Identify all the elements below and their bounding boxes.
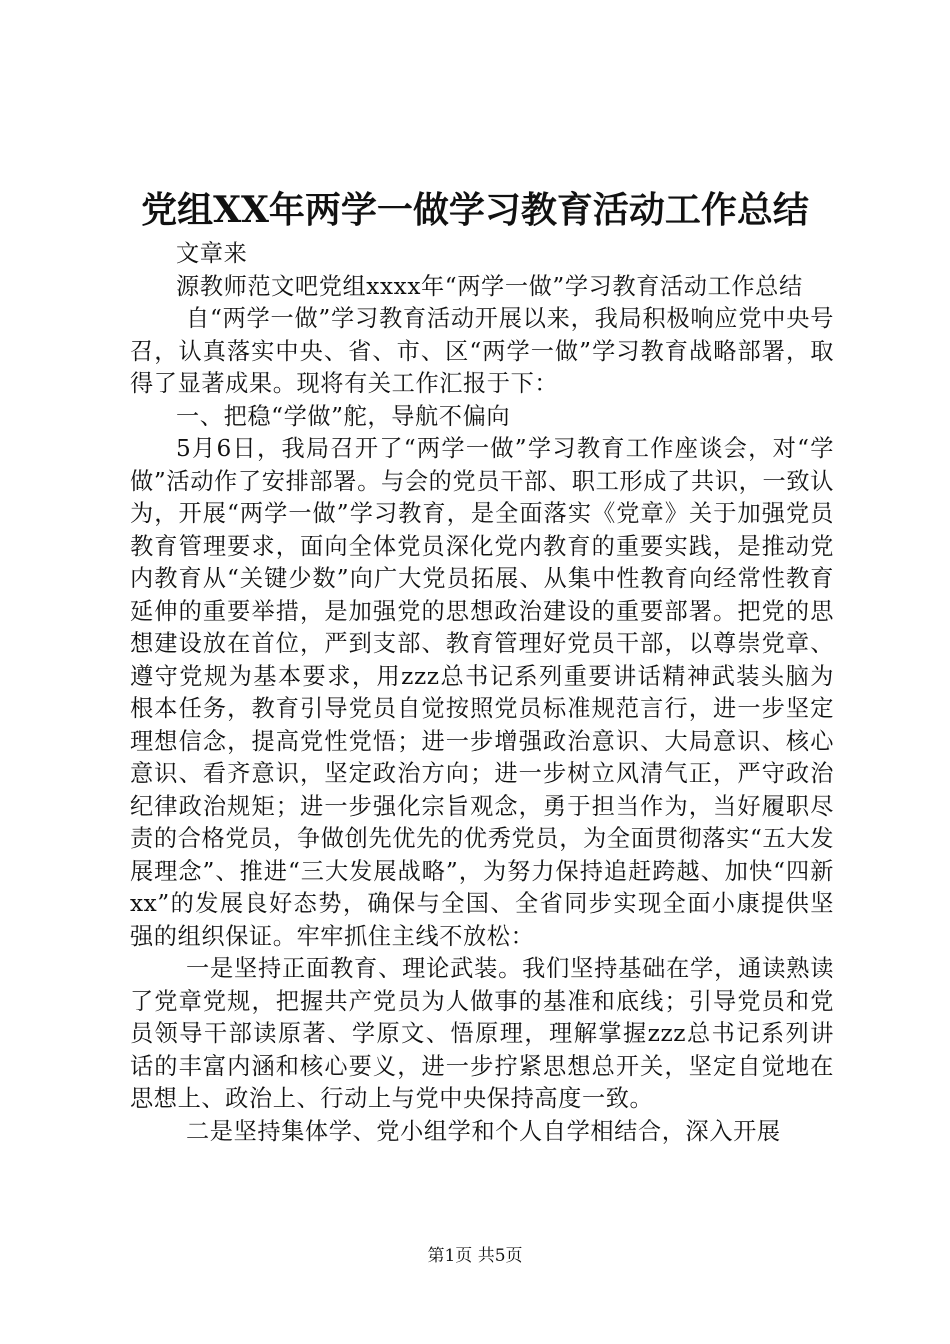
document-body [130, 238, 834, 1148]
page-footer: 第1页 共5页 [427, 1246, 523, 1266]
section-heading-1: 一、把稳“学做”舵，导航不偏向 [176, 402, 511, 430]
point-one-paragraph: 一是坚持正面教育、理论武装。我们坚持基础在学，通读熟读了党章党规，把握共产党员为人做事的基准和底线；引导党员和党员领导干部读原著、学原文、悟原理，理解掌握zzz总书记系列讲话的丰富内涵和核心要义，进一步拧紧思想总开关，坚定自觉地在思想上、政治上、行动上与党中央保持高度一致。 [130, 955, 834, 1112]
document-title: 党组XX年两学一做学习教育活动工作总结 [141, 189, 809, 231]
intro-paragraph: 自“两学一做”学习教育活动开展以来，我局积极响应党中央号召，认真落实中央、省、市、区“两学一做”学习教育战略部署，取得了显著成果。现将有关工作汇报于下： [130, 305, 834, 397]
meeting-paragraph: 5月6日，我局召开了“两学一做”学习教育工作座谈会，对“学做”活动作了安排部署。与会的党员干部、职工形成了共识，一致认为，开展“两学一做”学习教育，是全面落实《党章》关于加强党员教育管理要求，面向全体党员深化党内教育的重要实践，是推动党内教育从“关键少数”向广大党员拓展、从集中性教育向经常性教育延伸的重要举措，是加强党的思想政治建设的重要部署。把党的思想建设放在首位，严到支部、教育管理好党员干部，以尊崇党章、遵守党规为基本要求，用zzz总书记系列重要讲话精神武装头脑为根本任务，教育引导党员自觉按照党员标准规范言行，进一步坚定理想信念，提高党性党悟；进一步增强政治意识、大局意识、核心意识、看齐意识，坚定政治方向；进一步树立风清气正，严守政治纪律政治规矩；进一步强化宗旨观念，勇于担当作为，当好履职尽责的合格党员，争做创先优先的优秀党员，为全面贯彻落实“五大发展理念”、推进“三大发展战略”，为努力保持追赶跨越、加快“四新xx”的发展良好态势，确保与全国、全省同步实现全面小康提供坚强的组织保证。牢牢抓住主线不放松： [130, 435, 834, 950]
source-line: 文章来 [176, 240, 248, 267]
source-continued: 源教师范文吧党组xxxx年“两学一做”学习教育活动工作总结 [176, 272, 803, 300]
point-two-paragraph: 二是坚持集体学、党小组学和个人自学相结合，深入开展 [186, 1117, 781, 1145]
